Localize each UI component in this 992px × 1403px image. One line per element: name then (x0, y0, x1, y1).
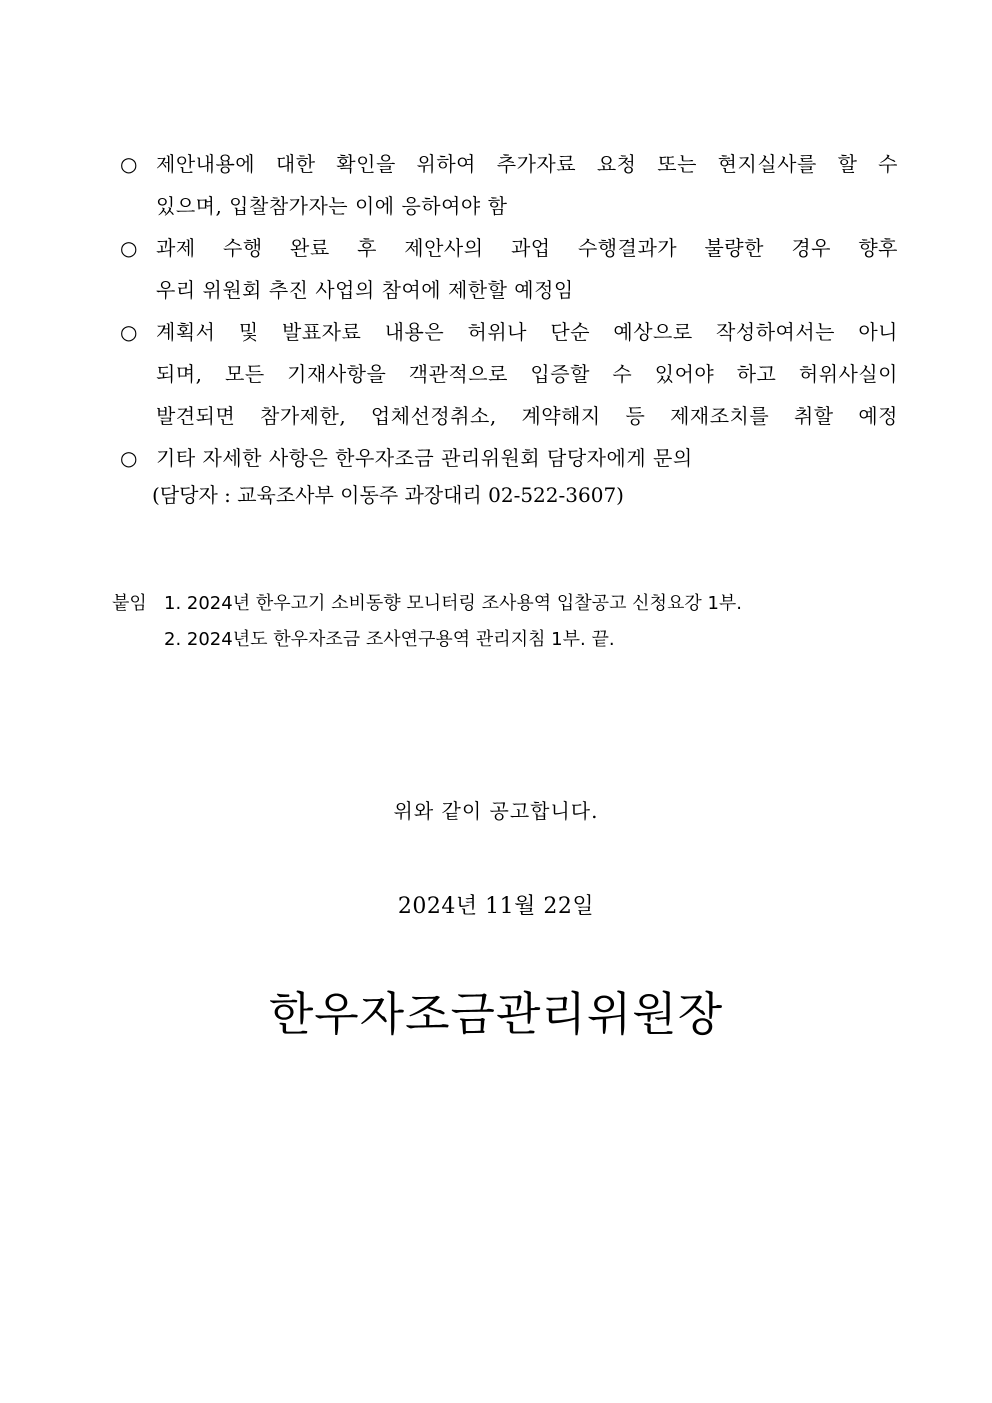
bullet-line: 제안내용에 대한 확인을 위하여 추가자료 요청 또는 현지실사를 할 수 (156, 152, 898, 176)
announcement-date: 2024년 11월 22일 (397, 894, 595, 919)
bullet-line: 계획서 및 발표자료 내용은 허위나 단순 예상으로 작성하여서는 아니 (156, 320, 898, 344)
bullet-line: 되며, 모든 기재사항을 객관적으로 입증할 수 있어야 하고 허위사실이 (156, 362, 898, 386)
attachment-item: 2. 2024년도 한우자조금 조사연구용역 관리지침 1부. 끝. (164, 629, 615, 650)
bullet-line: 발견되면 참가제한, 업체선정취소, 계약해지 등 제재조치를 취할 예정 (156, 404, 898, 428)
notice-bullet-list (120, 143, 898, 479)
circle-bullet-icon: ○ (120, 236, 138, 260)
circle-bullet-icon: ○ (120, 320, 138, 344)
bullet-item (120, 227, 898, 311)
bullet-line: 우리 위원회 추진 사업의 참여에 제한할 예정임 (156, 278, 574, 302)
bullet-line: 기타 자세한 사항은 한우자조금 관리위원회 담당자에게 문의 (156, 446, 693, 470)
circle-bullet-icon: ○ (120, 152, 138, 176)
circle-bullet-icon: ○ (120, 446, 138, 470)
bullet-item (120, 437, 898, 479)
bullet-item (120, 311, 898, 437)
announcement-text: 위와 같이 공고합니다. (393, 799, 599, 823)
bullet-line: 있으며, 입찰참가자는 이에 응하여야 함 (156, 194, 508, 218)
bullet-item (120, 143, 898, 227)
organization-signature: 한우자조금관리위원장 (268, 987, 724, 1041)
bullet-line: 과제 수행 완료 후 제안사의 과업 수행결과가 불량한 경우 향후 (156, 236, 898, 260)
attachment-item: 1. 2024년 한우고기 소비동향 모니터링 조사용역 입찰공고 신청요강 1부. (164, 593, 743, 614)
attachments-label: 붙임 (112, 593, 147, 614)
contact-info: (담당자 : 교육조사부 이동주 과장대리 02-522-3607) (152, 483, 624, 507)
